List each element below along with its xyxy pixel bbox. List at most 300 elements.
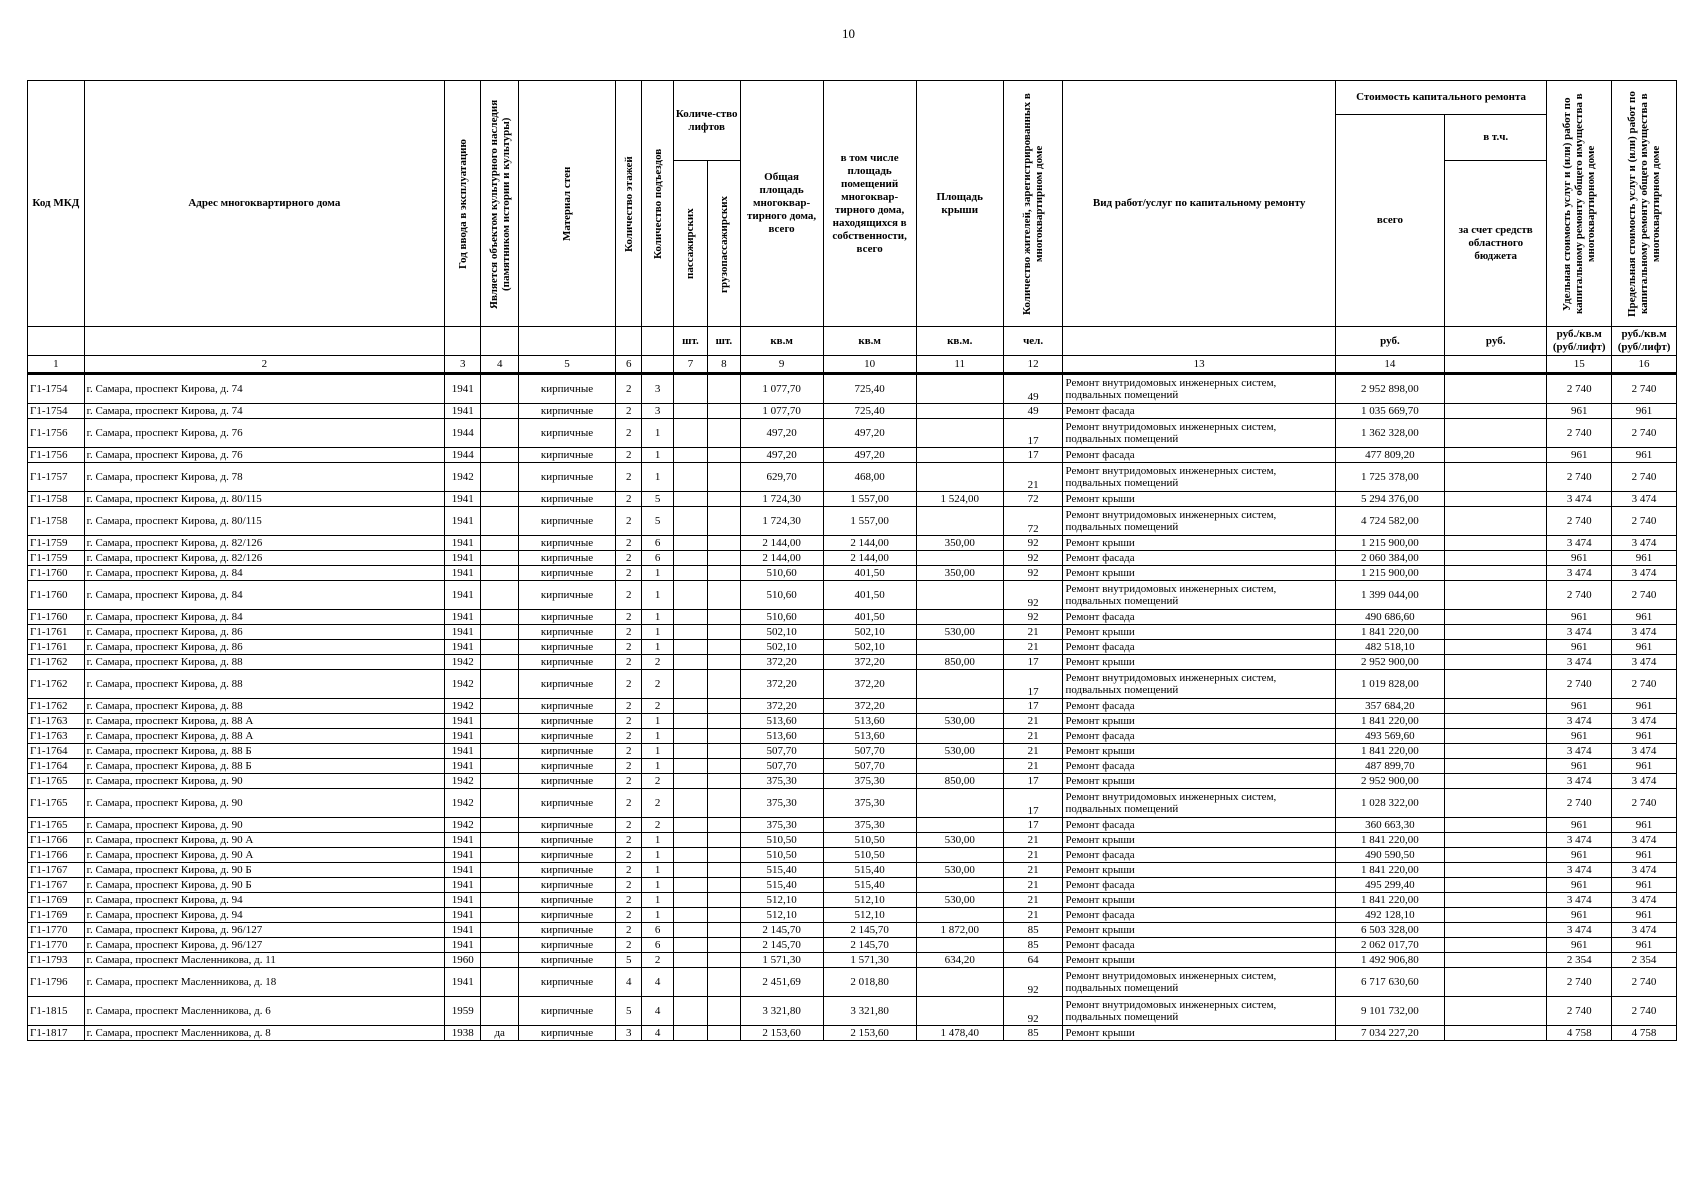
cell-floors: 3 [616, 1026, 642, 1041]
cell-roof-area: 530,00 [916, 833, 1003, 848]
cell-roof-area: 1 478,40 [916, 1026, 1003, 1041]
cell-roof-area [916, 581, 1003, 610]
cell-code: Г1-1760 [28, 581, 85, 610]
cell-code: Г1-1765 [28, 789, 85, 818]
cell-heritage [481, 463, 518, 492]
cell-material: кирпичные [518, 908, 615, 923]
cell-work-type: Ремонт фасада [1063, 404, 1335, 419]
cell-heritage [481, 893, 518, 908]
cell-residents: 17 [1003, 699, 1063, 714]
cell-cost-regional [1445, 923, 1547, 938]
cell-max-cost: 961 [1612, 699, 1677, 714]
cell-year: 1960 [445, 953, 481, 968]
cell-heritage [481, 507, 518, 536]
cell-heritage [481, 997, 518, 1026]
cell-total-area: 512,10 [740, 893, 823, 908]
cell-cost-regional [1445, 848, 1547, 863]
header-entrances: Количество подъездов [651, 148, 664, 259]
cell-address: г. Самара, проспект Кирова, д. 88 [84, 699, 444, 714]
cell-code: Г1-1763 [28, 714, 85, 729]
table-row [28, 670, 1677, 699]
cell-year: 1941 [445, 404, 481, 419]
cell-lifts-passenger [673, 863, 707, 878]
cell-residents: 17 [1003, 818, 1063, 833]
cell-address: г. Самара, проспект Кирова, д. 90 [84, 774, 444, 789]
cell-code: Г1-1761 [28, 640, 85, 655]
cell-heritage [481, 419, 518, 448]
cell-residents: 21 [1003, 463, 1063, 492]
cell-unit-cost: 3 474 [1547, 923, 1612, 938]
column-number: 9 [740, 356, 823, 374]
cell-lifts-passenger [673, 878, 707, 893]
cell-residents: 92 [1003, 536, 1063, 551]
cell-work-type: Ремонт внутридомовых инженерных систем, подвальных помещений [1063, 997, 1335, 1026]
cell-owned-area: 375,30 [823, 818, 916, 833]
cell-floors: 2 [616, 492, 642, 507]
cell-year: 1941 [445, 551, 481, 566]
cell-cost-total: 2 952 900,00 [1335, 774, 1444, 789]
cell-lifts-cargo [708, 610, 740, 625]
cell-cost-total: 477 809,20 [1335, 448, 1444, 463]
cell-lifts-cargo [708, 448, 740, 463]
cell-roof-area: 1 872,00 [916, 923, 1003, 938]
cell-material: кирпичные [518, 789, 615, 818]
column-number: 3 [445, 356, 481, 374]
cell-total-area: 1 077,70 [740, 404, 823, 419]
cell-owned-area: 497,20 [823, 419, 916, 448]
cell-owned-area: 510,50 [823, 833, 916, 848]
cell-address: г. Самара, проспект Кирова, д. 80/115 [84, 507, 444, 536]
cell-max-cost: 2 740 [1612, 374, 1677, 404]
cell-floors: 2 [616, 581, 642, 610]
cell-cost-total: 490 590,50 [1335, 848, 1444, 863]
cell-max-cost: 961 [1612, 908, 1677, 923]
cell-owned-area: 502,10 [823, 640, 916, 655]
cell-cost-regional [1445, 463, 1547, 492]
cell-total-area: 497,20 [740, 419, 823, 448]
cell-address: г. Самара, проспект Кирова, д. 90 [84, 818, 444, 833]
cell-entrances: 2 [642, 655, 673, 670]
cell-material: кирпичные [518, 759, 615, 774]
cell-floors: 5 [616, 953, 642, 968]
cell-total-area: 2 144,00 [740, 551, 823, 566]
cell-lifts-cargo [708, 655, 740, 670]
cell-lifts-cargo [708, 938, 740, 953]
cell-work-type: Ремонт фасада [1063, 448, 1335, 463]
cell-year: 1941 [445, 908, 481, 923]
cell-cost-regional [1445, 625, 1547, 640]
cell-unit-cost: 2 740 [1547, 581, 1612, 610]
cell-entrances: 1 [642, 833, 673, 848]
cell-year: 1941 [445, 968, 481, 997]
cell-address: г. Самара, проспект Кирова, д. 80/115 [84, 492, 444, 507]
cell-address: г. Самара, проспект Кирова, д. 94 [84, 893, 444, 908]
cell-work-type: Ремонт крыши [1063, 893, 1335, 908]
cell-cost-regional [1445, 774, 1547, 789]
cell-roof-area: 530,00 [916, 625, 1003, 640]
cell-lifts-cargo [708, 374, 740, 404]
cell-lifts-cargo [708, 968, 740, 997]
cell-year: 1941 [445, 893, 481, 908]
cell-cost-regional [1445, 536, 1547, 551]
cell-address: г. Самара, проспект Кирова, д. 84 [84, 566, 444, 581]
cell-address: г. Самара, проспект Кирова, д. 86 [84, 625, 444, 640]
cell-residents: 85 [1003, 1026, 1063, 1041]
cell-total-area: 510,50 [740, 848, 823, 863]
cell-code: Г1-1765 [28, 818, 85, 833]
cell-unit-cost: 961 [1547, 404, 1612, 419]
cell-year: 1942 [445, 789, 481, 818]
cell-lifts-passenger [673, 729, 707, 744]
table-row [28, 938, 1677, 953]
cell-total-area: 1 724,30 [740, 507, 823, 536]
cell-roof-area: 530,00 [916, 893, 1003, 908]
cell-cost-total: 1 035 669,70 [1335, 404, 1444, 419]
cell-residents: 21 [1003, 640, 1063, 655]
cell-cost-total: 493 569,60 [1335, 729, 1444, 744]
cell-cost-regional [1445, 670, 1547, 699]
cell-work-type: Ремонт крыши [1063, 774, 1335, 789]
cell-owned-area: 512,10 [823, 908, 916, 923]
cell-cost-regional [1445, 714, 1547, 729]
cell-total-area: 375,30 [740, 789, 823, 818]
table-row [28, 997, 1677, 1026]
cell-material: кирпичные [518, 507, 615, 536]
cell-unit-cost: 3 474 [1547, 714, 1612, 729]
cell-code: Г1-1758 [28, 492, 85, 507]
cell-floors: 2 [616, 448, 642, 463]
cell-lifts-cargo [708, 923, 740, 938]
cell-roof-area [916, 551, 1003, 566]
cell-entrances: 1 [642, 893, 673, 908]
cell-year: 1941 [445, 610, 481, 625]
cell-lifts-passenger [673, 774, 707, 789]
cell-work-type: Ремонт внутридомовых инженерных систем, подвальных помещений [1063, 581, 1335, 610]
cell-work-type: Ремонт крыши [1063, 744, 1335, 759]
header-lifts-passenger: пассажирских [684, 208, 697, 279]
cell-year: 1942 [445, 818, 481, 833]
cell-lifts-cargo [708, 536, 740, 551]
cell-total-area: 2 144,00 [740, 536, 823, 551]
cell-entrances: 4 [642, 997, 673, 1026]
cell-work-type: Ремонт внутридомовых инженерных систем, подвальных помещений [1063, 463, 1335, 492]
cell-code: Г1-1764 [28, 744, 85, 759]
unit-total-area: кв.м [740, 327, 823, 356]
cell-cost-regional [1445, 419, 1547, 448]
cell-owned-area: 725,40 [823, 374, 916, 404]
cell-entrances: 6 [642, 551, 673, 566]
cell-owned-area: 507,70 [823, 744, 916, 759]
cell-address: г. Самара, проспект Кирова, д. 90 [84, 789, 444, 818]
cell-material: кирпичные [518, 923, 615, 938]
cell-lifts-passenger [673, 997, 707, 1026]
unit-max-cost: руб./кв.м (руб/лифт) [1612, 327, 1677, 356]
cell-roof-area: 1 524,00 [916, 492, 1003, 507]
cell-cost-regional [1445, 404, 1547, 419]
cell-roof-area: 634,20 [916, 953, 1003, 968]
cell-owned-area: 513,60 [823, 729, 916, 744]
cell-code: Г1-1766 [28, 833, 85, 848]
cell-cost-regional [1445, 863, 1547, 878]
cell-material: кирпичные [518, 610, 615, 625]
cell-roof-area [916, 507, 1003, 536]
cell-year: 1959 [445, 997, 481, 1026]
cell-address: г. Самара, проспект Кирова, д. 74 [84, 374, 444, 404]
cell-lifts-cargo [708, 404, 740, 419]
cell-lifts-passenger [673, 374, 707, 404]
cell-year: 1941 [445, 640, 481, 655]
cell-material: кирпичные [518, 997, 615, 1026]
cell-heritage [481, 923, 518, 938]
cell-heritage [481, 714, 518, 729]
cell-entrances: 5 [642, 492, 673, 507]
table-row [28, 953, 1677, 968]
cell-heritage [481, 774, 518, 789]
header-max-cost: Предельная стоимость услуг и (или) работ по капитальному ремонту общего имущества в многоквартирном доме [1626, 90, 1663, 317]
cell-code: Г1-1764 [28, 759, 85, 774]
cell-max-cost: 3 474 [1612, 655, 1677, 670]
cell-owned-area: 375,30 [823, 789, 916, 818]
table-row [28, 774, 1677, 789]
cell-floors: 2 [616, 640, 642, 655]
header-material: Материал стен [561, 166, 573, 241]
cell-code: Г1-1759 [28, 536, 85, 551]
cell-year: 1941 [445, 492, 481, 507]
cell-cost-regional [1445, 833, 1547, 848]
cell-roof-area: 350,00 [916, 566, 1003, 581]
cell-residents: 21 [1003, 759, 1063, 774]
table-row [28, 640, 1677, 655]
cell-lifts-cargo [708, 863, 740, 878]
cell-cost-total: 1 362 328,00 [1335, 419, 1444, 448]
cell-work-type: Ремонт крыши [1063, 923, 1335, 938]
cell-cost-regional [1445, 908, 1547, 923]
column-number: 12 [1003, 356, 1063, 374]
cell-cost-regional [1445, 789, 1547, 818]
cell-floors: 2 [616, 863, 642, 878]
cell-lifts-passenger [673, 744, 707, 759]
column-number [1445, 356, 1547, 374]
cell-owned-area: 2 144,00 [823, 536, 916, 551]
cell-owned-area: 375,30 [823, 774, 916, 789]
cell-floors: 2 [616, 670, 642, 699]
cell-year: 1941 [445, 374, 481, 404]
cell-heritage [481, 818, 518, 833]
unit-residents: чел. [1003, 327, 1063, 356]
cell-owned-area: 372,20 [823, 670, 916, 699]
cell-work-type: Ремонт фасада [1063, 848, 1335, 863]
cell-max-cost: 961 [1612, 610, 1677, 625]
cell-lifts-cargo [708, 625, 740, 640]
cell-material: кирпичные [518, 833, 615, 848]
cell-material: кирпичные [518, 729, 615, 744]
cell-lifts-passenger [673, 759, 707, 774]
cell-total-area: 375,30 [740, 818, 823, 833]
cell-max-cost: 2 740 [1612, 968, 1677, 997]
cell-entrances: 2 [642, 789, 673, 818]
cell-lifts-cargo [708, 670, 740, 699]
cell-code: Г1-1761 [28, 625, 85, 640]
header-work-type: Вид работ/услуг по капитальному ремонту [1063, 81, 1335, 327]
cell-unit-cost: 3 474 [1547, 744, 1612, 759]
cell-heritage [481, 581, 518, 610]
cell-max-cost: 2 740 [1612, 581, 1677, 610]
cell-floors: 2 [616, 374, 642, 404]
cell-owned-area: 510,50 [823, 848, 916, 863]
cell-residents: 85 [1003, 923, 1063, 938]
cell-residents: 21 [1003, 848, 1063, 863]
cell-lifts-passenger [673, 404, 707, 419]
cell-residents: 85 [1003, 938, 1063, 953]
table-row [28, 923, 1677, 938]
cell-cost-regional [1445, 744, 1547, 759]
cell-max-cost: 961 [1612, 848, 1677, 863]
cell-entrances: 1 [642, 566, 673, 581]
cell-unit-cost: 3 474 [1547, 893, 1612, 908]
cell-max-cost: 961 [1612, 404, 1677, 419]
cell-lifts-passenger [673, 655, 707, 670]
cell-address: г. Самара, проспект Кирова, д. 84 [84, 581, 444, 610]
cell-cost-total: 6 717 630,60 [1335, 968, 1444, 997]
table-row [28, 610, 1677, 625]
cell-heritage [481, 908, 518, 923]
cell-code: Г1-1767 [28, 863, 85, 878]
cell-heritage [481, 404, 518, 419]
cell-year: 1941 [445, 714, 481, 729]
cell-roof-area [916, 610, 1003, 625]
cell-cost-total: 5 294 376,00 [1335, 492, 1444, 507]
cell-lifts-passenger [673, 625, 707, 640]
cell-entrances: 2 [642, 670, 673, 699]
cell-work-type: Ремонт крыши [1063, 655, 1335, 670]
cell-cost-total: 2 060 384,00 [1335, 551, 1444, 566]
cell-material: кирпичные [518, 863, 615, 878]
cell-address: г. Самара, проспект Кирова, д. 88 Б [84, 744, 444, 759]
cell-floors: 2 [616, 507, 642, 536]
cell-work-type: Ремонт внутридомовых инженерных систем, подвальных помещений [1063, 419, 1335, 448]
cell-address: г. Самара, проспект Масленникова, д. 11 [84, 953, 444, 968]
cell-address: г. Самара, проспект Кирова, д. 88 [84, 670, 444, 699]
cell-work-type: Ремонт крыши [1063, 714, 1335, 729]
table-row [28, 908, 1677, 923]
cell-work-type: Ремонт крыши [1063, 953, 1335, 968]
cell-lifts-passenger [673, 818, 707, 833]
cell-max-cost: 2 740 [1612, 463, 1677, 492]
header-roof-area: Площадь крыши [916, 81, 1003, 327]
header-lifts: Количе-ство лифтов [673, 81, 740, 161]
cell-unit-cost: 961 [1547, 878, 1612, 893]
cell-lifts-cargo [708, 953, 740, 968]
cell-address: г. Самара, проспект Кирова, д. 76 [84, 448, 444, 463]
cell-code: Г1-1754 [28, 404, 85, 419]
cell-owned-area: 372,20 [823, 655, 916, 670]
cell-year: 1941 [445, 581, 481, 610]
cell-residents: 17 [1003, 448, 1063, 463]
cell-unit-cost: 961 [1547, 610, 1612, 625]
cell-max-cost: 4 758 [1612, 1026, 1677, 1041]
table-row [28, 789, 1677, 818]
cell-roof-area [916, 759, 1003, 774]
cell-total-area: 629,70 [740, 463, 823, 492]
cell-total-area: 2 145,70 [740, 923, 823, 938]
cell-residents: 21 [1003, 625, 1063, 640]
cell-code: Г1-1770 [28, 923, 85, 938]
column-numbers-row [28, 356, 1677, 374]
cell-unit-cost: 961 [1547, 699, 1612, 714]
cell-residents: 21 [1003, 878, 1063, 893]
cell-cost-total: 1 019 828,00 [1335, 670, 1444, 699]
cell-max-cost: 3 474 [1612, 625, 1677, 640]
cell-cost-total: 1 028 322,00 [1335, 789, 1444, 818]
cell-residents: 21 [1003, 908, 1063, 923]
cell-material: кирпичные [518, 714, 615, 729]
cell-heritage [481, 744, 518, 759]
cell-entrances: 6 [642, 923, 673, 938]
cell-heritage [481, 953, 518, 968]
cell-year: 1941 [445, 863, 481, 878]
cell-address: г. Самара, проспект Кирова, д. 84 [84, 610, 444, 625]
cell-work-type: Ремонт крыши [1063, 566, 1335, 581]
table-body [28, 374, 1677, 1041]
cell-heritage [481, 863, 518, 878]
cell-unit-cost: 2 740 [1547, 374, 1612, 404]
cell-roof-area: 530,00 [916, 714, 1003, 729]
cell-owned-area: 401,50 [823, 566, 916, 581]
cell-max-cost: 961 [1612, 878, 1677, 893]
cell-max-cost: 2 740 [1612, 419, 1677, 448]
cell-heritage [481, 968, 518, 997]
cell-lifts-cargo [708, 729, 740, 744]
cell-lifts-passenger [673, 923, 707, 938]
cell-cost-regional [1445, 818, 1547, 833]
cell-lifts-cargo [708, 492, 740, 507]
cell-entrances: 1 [642, 714, 673, 729]
header-heritage: Является объектом культурного наследия (памятником истории и культуры) [487, 98, 512, 309]
cell-code: Г1-1762 [28, 699, 85, 714]
cell-roof-area [916, 670, 1003, 699]
cell-work-type: Ремонт крыши [1063, 1026, 1335, 1041]
cell-lifts-cargo [708, 908, 740, 923]
cell-lifts-cargo [708, 581, 740, 610]
table-row [28, 878, 1677, 893]
cell-entrances: 1 [642, 419, 673, 448]
cell-lifts-cargo [708, 640, 740, 655]
cell-owned-area: 2 153,60 [823, 1026, 916, 1041]
cell-heritage [481, 789, 518, 818]
cell-total-area: 2 451,69 [740, 968, 823, 997]
cell-address: г. Самара, проспект Кирова, д. 96/127 [84, 923, 444, 938]
cell-work-type: Ремонт внутридомовых инженерных систем, подвальных помещений [1063, 374, 1335, 404]
cell-work-type: Ремонт фасада [1063, 610, 1335, 625]
cell-entrances: 1 [642, 625, 673, 640]
cell-owned-area: 1 571,30 [823, 953, 916, 968]
cell-unit-cost: 2 740 [1547, 507, 1612, 536]
cell-heritage [481, 848, 518, 863]
cell-lifts-cargo [708, 878, 740, 893]
cell-lifts-passenger [673, 536, 707, 551]
cell-year: 1941 [445, 507, 481, 536]
cell-max-cost: 2 740 [1612, 670, 1677, 699]
cell-code: Г1-1760 [28, 566, 85, 581]
cell-cost-total: 492 128,10 [1335, 908, 1444, 923]
cell-code: Г1-1762 [28, 670, 85, 699]
cell-code: Г1-1754 [28, 374, 85, 404]
cell-unit-cost: 961 [1547, 640, 1612, 655]
cell-lifts-cargo [708, 893, 740, 908]
cell-residents: 72 [1003, 507, 1063, 536]
cell-max-cost: 3 474 [1612, 492, 1677, 507]
cell-lifts-passenger [673, 610, 707, 625]
